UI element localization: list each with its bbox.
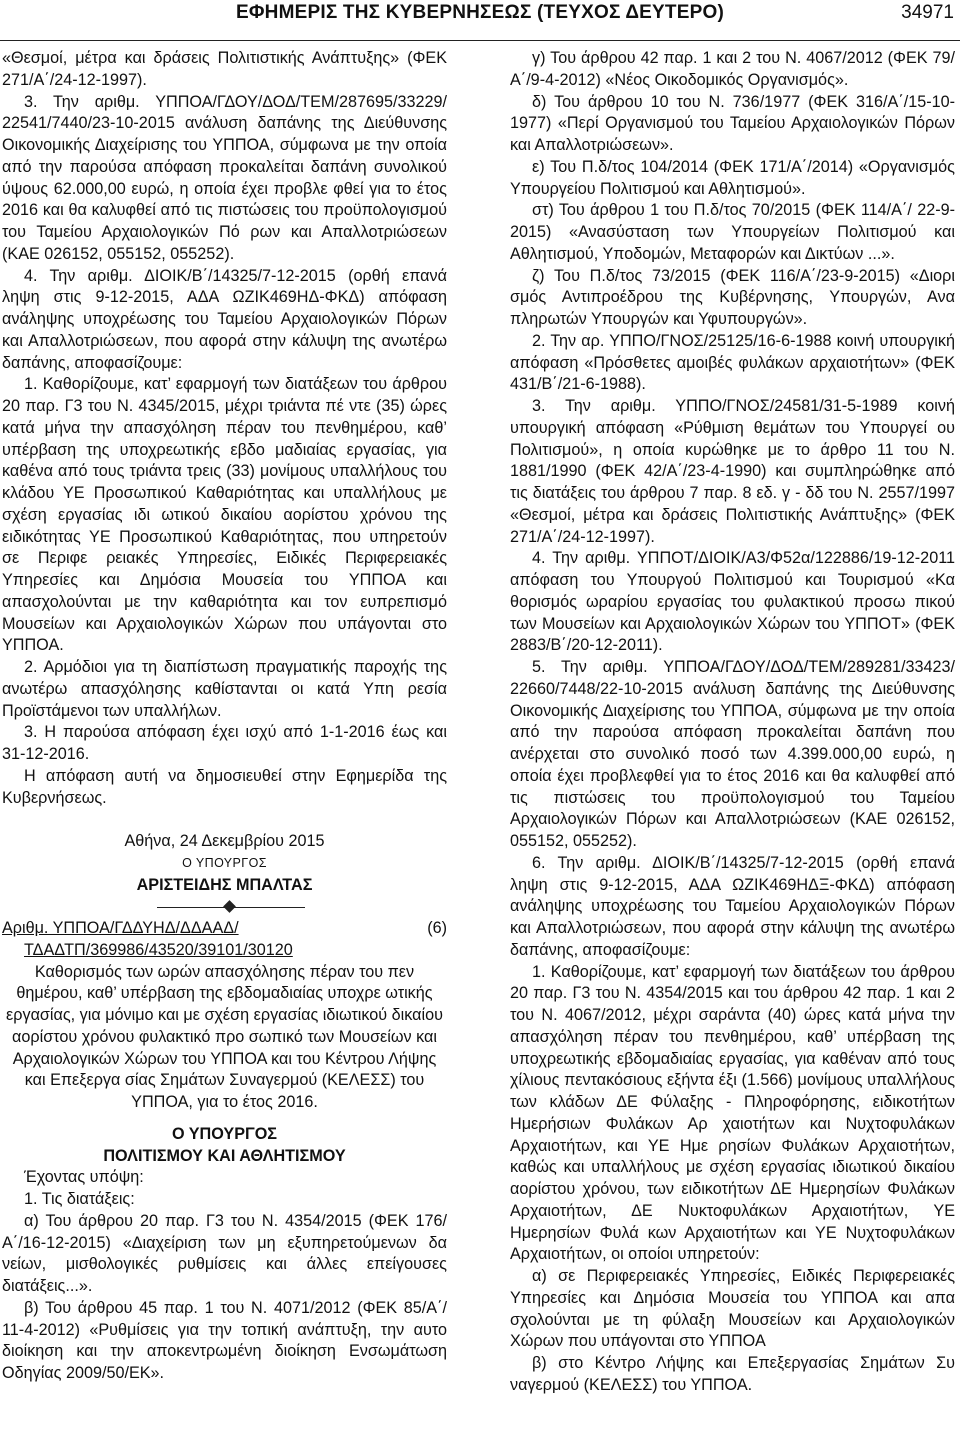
paragraph: 2. Την αρ. ΥΠΠΟ/ΓΝΟΣ/25125/16-6-1988 κοινή υπουργική απόφαση «Πρόσθετες αμοιβές φυλάκων αρχαιοτήτων» (ΦΕΚ 431/Β΄/21-6-1988).: [510, 331, 955, 394]
paragraph: δ) Του άρθρου 10 του Ν. 736/1977 (ΦΕΚ 316/Α΄/15-10-1977) «Περί Οργανισμού του Ταμείου Αρχαιολογικών Πόρων και Απαλλοτριώσεων».: [510, 92, 955, 154]
signature-name: ΑΡΙΣΤΕΙΔΗΣ ΜΠΑΛΤΑΣ: [136, 875, 313, 894]
paragraph: 3. Η παρούσα απόφαση έχει ισχύ από 1-1-2016 έως και 31-12-2016.: [2, 723, 447, 763]
paragraph: 1. Καθορίζουμε, κατ’ εφαρμογή των διατάξεων του άρθρου 20 παρ. Γ3 του Ν. 4354/2015 και του άρθρου 42 παρ. 1 και 2 του Ν. 4067/2012, μέχρι σαράντα (40) ώρες κατά μήνα την απασχόληση πέραν του πενθημέρου, καθ’ υπέρβαση της υποχρεωτικής εβδομαδιαίας εργασίας, για καθέναν από τους χίλιους πεντακόσιους εξήντα έξι (1.566) μονίμους υπαλλήλους των κλάδων ΔΕ Φύλαξης - Πληροφόρησης, ειδικοτήτων Ημερήσιων Φυλάκων Αρ χαιοτήτων και Νυχτοφυλάκων Αρχαιοτήτων, και ΥΕ Ημε ρησίων Φυλάκων Αρχαιοτήτων, καθώς και υπαλλήλους με σχέση εργασίας ιδιωτικού δικαίου αορίστου χρόνου, των ειδικοτήτων ΔΕ Ημερησίων Φυλάκων Αρχαιοτήτων, ΔΕ Νυκτοφυλάκων Αρχαιοτήτων, ΥΕ Ημερησίων Φυλά κων Αρχαιοτήτων και ΥΕ Νυχτοφυλάκων Αρχαιοτήτων, οι οποίοι υπηρετούν:: [510, 962, 955, 1264]
paragraph: 4. Την αριθμ. ΥΠΠΟΤ/ΔΙΟΙΚ/Α3/Φ52α/122886/19-12-2011 απόφαση του Υπουργού Πολιτισμού και Τουρισμού «Κα θορισμός ωραρίου εργασίας του φυλακτικού προσω πικού των Μουσείων και Αρχαιολογικών Χώρων του ΥΠΠΟΤ» (ΦΕΚ 2883/Β΄/20-12-2011).: [510, 549, 955, 655]
paragraph: 6. Την αριθμ. ΔΙΟΙΚ/Β΄/14325/7-12-2015 (ορθή επανά ληψη στις 9-12-2015, ΑΔΑ ΩΖΙΚ469ΗΔΞ-ΦΚΔ) απόφαση ανάληψης υποχρέωσης του Ταμείου Αρχαιολογικών Πόρων και Απαλλοτριώσεων, που αφορά στην κάλυψη της ανωτέρω δαπάνης, αποφασίζουμε:: [510, 853, 955, 959]
paragraph: 4. Την αριθμ. ΔΙΟΙΚ/Β΄/14325/7-12-2015 (ορθή επανά ληψη στις 9-12-2015, ΑΔΑ ΩΖΙΚ469ΗΔ-ΦΚΔ) απόφαση ανάληψης υποχρέωσης του Ταμείου Αρχαιολογικών Πόρων και Απαλλοτριώσεων, που αφορά στην κάλυψη της ανωτέρω δαπάνης, αποφασίζουμε:: [2, 266, 447, 372]
minister-heading: Ο ΥΠΟΥΡΓΟΣ: [171, 1124, 278, 1143]
gazette-title: ΕΦΗΜΕΡΙΣ ΤΗΣ ΚΥΒΕΡΝΗΣΕΩΣ (ΤΕΥΧΟΣ ΔΕΥΤΕΡΟ): [236, 2, 724, 23]
paragraph: γ) Του άρθρου 42 παρ. 1 και 2 του Ν. 4067/2012 (ΦΕΚ 79/Α΄/9-4-2012) «Νέος Οικοδομικός Οργανισμός».: [510, 49, 955, 89]
paragraph: 5. Την αριθμ. ΥΠΠΟΑ/ΓΔΟΥ/ΔΟΔ/ΤΕΜ/289281/33423/ 22660/7448/22-10-2015 ανάλυση δαπάνης της Διεύθυνσης Οικονομικής Διαχείρισης του ΥΠΠΟΑ, σύμφωνα με την οποία από την παρούσα απόφαση προκαλείται δαπάνη που ανέρχεται στο συνολικό ποσό των 4.399.000,00 ευρώ, η οποία έχει προβλεφθεί για το έτος 2016 και θα καλυφθεί από τις πιστώσεις του προϋπολογισμού του Ταμείου Αρχαιολογικών Πόρων και Απαλλοτριώσεων (ΚΑΕ 026152, 055152, 055252).: [510, 658, 955, 850]
decision-index: (6): [427, 919, 447, 937]
decision-number-continued: ΤΔΑΔΤΠ/369986/43520/39101/30120: [24, 940, 293, 959]
spacer: [2, 1114, 447, 1124]
paragraph: 2. Αρμόδιοι για τη διαπίστωση πραγματικής παροχής της ανωτέρω απασχόλησης καθίστανται οι κατά Υπη ρεσία Προϊστάμενοι των υπαλλήλων.: [2, 658, 447, 720]
section-divider: [2, 896, 447, 918]
left-column: [2, 48, 447, 1385]
paragraph: ζ) Του Π.δ/τος 73/2015 (ΦΕΚ 116/Α΄/23-9-2015) «Διορι σμός Αντιπροέδρου της Κυβέρνησης, Υπουργών, Ανα πληρωτών Υπουργών και Υφυπουργών».: [510, 266, 955, 328]
signature-place-date: Αθήνα, 24 Δεκεμβρίου 2015: [124, 832, 325, 850]
decision-number-line: [2, 918, 447, 940]
paragraph: στ) Του άρθρου 1 του Π.δ/τος 70/2015 (ΦΕΚ 114/Α΄/ 22-9-2015) «Ανασύσταση των Υπουργείων Πολιτισμού και Αθλητισμού, Υποδομών, Μεταφορών και Δικτύων ...».: [510, 201, 955, 263]
paragraph: Η απόφαση αυτή να δημοσιευθεί στην Εφημερίδα της Κυβερνήσεως.: [2, 766, 447, 807]
paragraph: 1. Καθορίζουμε, κατ’ εφαρμογή των διατάξεων του άρθρου 20 παρ. Γ3 του Ν. 4345/2015, μέχρι τριάντα πέ ντε (35) ώρες κατά μήνα την απασχόληση πέραν του πενθημέρου, καθ’ υπέρβαση της υποχρεωτικής εβδο μαδιαίας εργασίας, για καθένα από τους τριάντα τρεις (33) μονίμους υπαλλήλους του κλάδου ΥΕ Προσωπικού Καθαριότητας και υπαλλήλους με σχέση εργασίας ιδι ωτικού δικαίου αορίστου χρόνου της ειδικότητας ΥΕ Προσωπικού Καθαριότητας, που υπηρετούν σε Περιφε ρειακές Υπηρεσίες, Ειδικές Περιφερειακές Υπηρεσίες και Δημόσια Μουσεία του ΥΠΠΟΑ και απασχολούνται με την καθαριότητα και τον ευπρεπισμό Μουσείων και Αρχαιολογικών Χώρων που υπάγονται στο ΥΠΠΟΑ.: [2, 375, 447, 655]
page-header: [0, 0, 960, 41]
diamond-icon: [223, 900, 236, 913]
ministry-heading: ΠΟΛΙΤΙΣΜΟΥ ΚΑΙ ΑΘΛΗΤΙΣΜΟΥ: [103, 1146, 346, 1165]
decision-subject: Καθορισμός των ωρών απασχόλησης πέραν του πεν θημέρου, καθ’ υπέρβαση της εβδομαδιαίας υποχρε ωτικής εργασίας, για μόνιμο και με σχέση εργασίας ιδιωτικού δικαίου αορίστου χρόνου φυλακτικό προ σωπικό των Μουσείων και Αρχαιολογικών Χώρων του ΥΠΠΟΑ και του Κέντρου Λήψης και Επεξεργα σίας Σημάτων Συναγερμού (ΚΕΛΕΣΣ) του ΥΠΠΟΑ, για το έτος 2016.: [6, 962, 443, 1111]
paragraph: α) Του άρθρου 20 παρ. Γ3 του Ν. 4354/2015 (ΦΕΚ 176/ Α΄/16-12-2015) «Διαχείριση των μη εξυπηρετούμενων δα νείων, μισθολογικές ρυθμίσεις και άλλες επείγουσες διατάξεις...».: [2, 1211, 447, 1295]
paragraph: 1. Τις διατάξεις:: [24, 1190, 135, 1208]
paragraph: «Θεσμοί, μέτρα και δράσεις Πολιτιστικής Ανάπτυξης» (ΦΕΚ 271/Α΄/24-12-1997).: [2, 49, 447, 89]
paragraph: β) Του άρθρου 45 παρ. 1 του Ν. 4071/2012 (ΦΕΚ 85/Α΄/ 11-4-2012) «Ρυθμίσεις για την τοπική ανάπτυξη, την αυτο διοίκηση και την αποκεντρωμένη διοίκηση Ενσωμάτωση Οδηγίας 2009/50/ΕΚ».: [2, 1298, 447, 1382]
spacer: [2, 809, 447, 831]
page-number: 34971: [901, 2, 954, 23]
paragraph: 3. Την αριθμ. ΥΠΠΟ/ΓΝΟΣ/24581/31-5-1989 κοινή υπουργική απόφαση «Ρύθμιση θεμάτων του Υπουργεί ου Πολιτισμού», η οποία κυρώθηκε με το άρθρο 11 του Ν. 1881/1990 (ΦΕΚ 42/Α΄/23-4-1990) και συμπληρώθηκε από τις διατάξεις του άρθρου 7 παρ. 8 εδ. γ - δδ του Ν. 2557/1997 «Θεσμοί, μέτρα και δράσεις Πολιτιστικής Ανάπτυξης» (ΦΕΚ 271/Α΄/24-12-1997).: [510, 397, 955, 546]
paragraph: β) στο Κέντρο Λήψης και Επεξεργασίας Σημάτων Συ ναγερμού (ΚΕΛΕΣΣ) του ΥΠΠΟΑ.: [510, 1354, 955, 1394]
decision-number: Αριθμ. ΥΠΠΟΑ/ΓΔΔΥΗΔ/ΔΔΑΑΔ/: [2, 919, 239, 937]
paragraph: ε) Του Π.δ/τος 104/2014 (ΦΕΚ 171/Α΄/2014) «Οργανισμός Υπουργείου Πολιτισμού και Αθλητισμού».: [510, 157, 955, 198]
right-column: [510, 48, 955, 1397]
paragraph: α) σε Περιφερειακές Υπηρεσίες, Ειδικές Περιφερειακές Υπηρεσίες και Δημόσια Μουσεία του ΥΠΠΟΑ και απα σχολούνται με τη φύλαξη Μουσείων και Αρχαιολογικών Χώρων που υπάγονται στο ΥΠΠΟΑ: [510, 1267, 955, 1351]
paragraph: 3. Την αριθμ. ΥΠΠΟΑ/ΓΔΟΥ/ΔΟΔ/ΤΕΜ/287695/33229/ 22541/7440/23-10-2015 ανάλυση δαπάνης της Διεύθυνσης Οικονομικής Διαχείρισης του ΥΠΠΟΑ, σύμφωνα με την οποία από την παρούσα απόφαση προκαλείται δαπάνη συνολικού ύψους 62.000,00 ευρώ, η οποία έχει προβλε φθεί για το έτος 2016 και θα καλυφθεί από τις πιστώσεις του προϋπολογισμού του Ταμείου Αρχαιολογικών Πό ρων και Απαλλοτριώσεων (ΚΑΕ 026152, 055152, 055252).: [2, 92, 447, 263]
signature-title: Ο ΥΠΟΥΡΓΟΣ: [182, 855, 267, 870]
paragraph: Έχοντας υπόψη:: [24, 1168, 144, 1187]
